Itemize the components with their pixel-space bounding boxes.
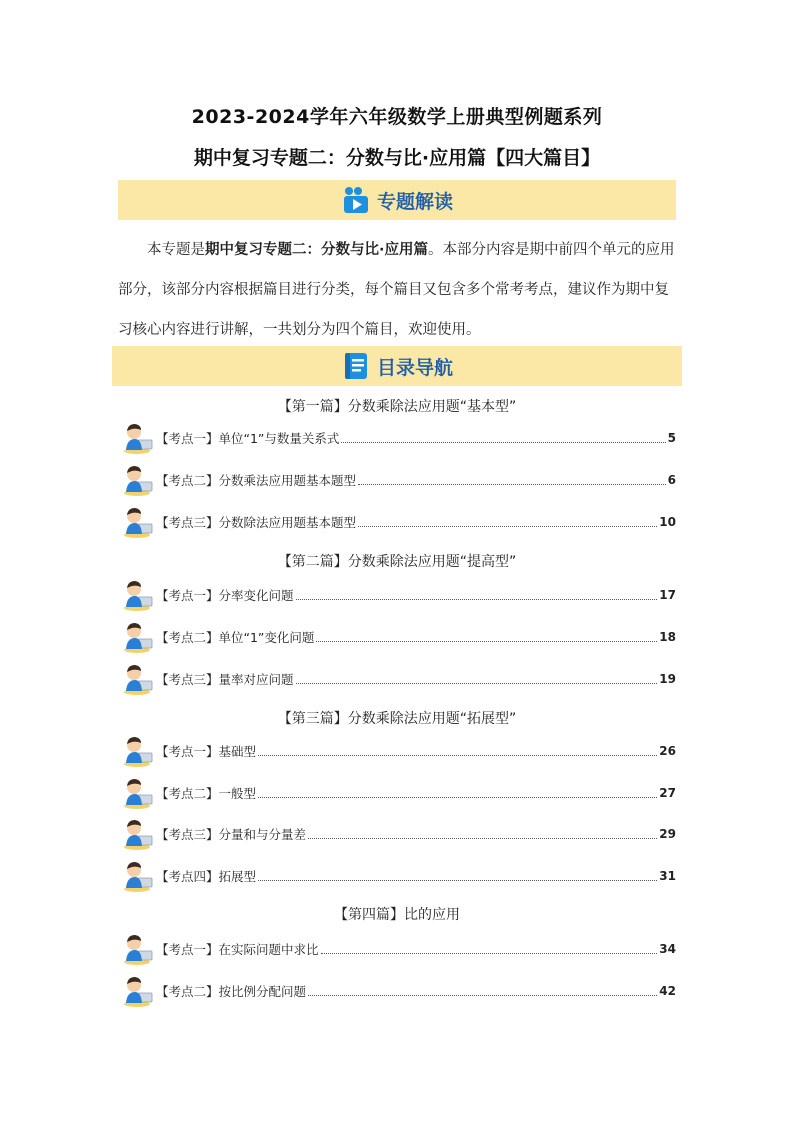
toc-item-label: 【考点四】拓展型: [156, 869, 257, 884]
student-avatar-icon: [120, 931, 154, 967]
toc-item[interactable]: [120, 973, 676, 1009]
toc-item-label: 【考点三】分量和与分量差: [156, 827, 307, 842]
student-avatar-icon: [120, 973, 154, 1009]
student-avatar-icon: [120, 816, 154, 852]
toc-leader-dots: [296, 598, 658, 600]
intro-text-bold: 期中复习专题二：分数与比·应用篇: [205, 242, 429, 258]
toc-item-page: 34: [659, 942, 676, 956]
toc-leader-dots: [258, 796, 657, 798]
toc-item-label: 【考点三】量率对应问题: [156, 672, 294, 687]
intro-paragraph: [118, 230, 676, 350]
student-avatar-icon: [120, 504, 154, 540]
student-avatar-icon: [120, 462, 154, 498]
document-title: 2023-2024学年六年级数学上册典型例题系列: [191, 106, 603, 128]
toc-item-label: 【考点二】单位“1”变化问题: [156, 630, 315, 645]
student-avatar-icon: [120, 858, 154, 894]
toc-item-page: 6: [667, 473, 676, 487]
toc-item[interactable]: [120, 420, 676, 456]
video-play-icon: [341, 185, 371, 215]
toc-leader-dots: [308, 994, 657, 996]
toc-item[interactable]: [120, 504, 676, 540]
toc-banner: [112, 346, 682, 386]
toc-item[interactable]: [120, 661, 676, 697]
toc-leader-dots: [358, 525, 657, 527]
toc-item-label: 【考点一】基础型: [156, 744, 257, 759]
toc-item-label: 【考点一】在实际问题中求比: [156, 942, 319, 957]
toc-item-label: 【考点一】分率变化问题: [156, 588, 294, 603]
toc-leader-dots: [321, 952, 658, 954]
document-subtitle: 期中复习专题二：分数与比·应用篇【四大篇目】: [193, 147, 601, 169]
toc-item[interactable]: [120, 931, 676, 967]
student-avatar-icon: [120, 577, 154, 613]
toc-item[interactable]: [120, 775, 676, 811]
toc-item-label: 【考点二】分数乘法应用题基本题型: [156, 473, 357, 488]
toc-item-page: 5: [667, 431, 676, 445]
toc-item-page: 27: [659, 786, 676, 800]
toc-item-page: 29: [659, 827, 676, 841]
student-avatar-icon: [120, 733, 154, 769]
toc-leader-dots: [358, 483, 666, 485]
toc-leader-dots: [316, 640, 657, 642]
toc-section-title: 【第二篇】分数乘除法应用题“提高型”: [277, 554, 517, 570]
student-avatar-icon: [120, 775, 154, 811]
toc-section-title: 【第三篇】分数乘除法应用题“拓展型”: [277, 711, 517, 727]
student-avatar-icon: [120, 619, 154, 655]
toc-item-page: 17: [659, 588, 676, 602]
book-icon: [341, 351, 371, 381]
student-avatar-icon: [120, 420, 154, 456]
toc-item[interactable]: [120, 619, 676, 655]
intro-banner-label: 专题解读: [376, 190, 453, 213]
toc-item[interactable]: [120, 816, 676, 852]
toc-item[interactable]: [120, 858, 676, 894]
student-avatar-icon: [120, 661, 154, 697]
toc-item-page: 18: [659, 630, 676, 644]
toc-banner-label: 目录导航: [376, 356, 453, 379]
toc-leader-dots: [258, 879, 657, 881]
toc-item-page: 19: [659, 672, 676, 686]
toc-leader-dots: [296, 682, 658, 684]
toc-leader-dots: [258, 754, 657, 756]
toc-item-page: 26: [659, 744, 676, 758]
toc-item-label: 【考点二】一般型: [156, 786, 257, 801]
toc-item-page: 42: [659, 984, 676, 998]
toc-section-title: 【第四篇】比的应用: [334, 907, 460, 923]
intro-banner: [118, 180, 676, 220]
intro-text-2: 。本部分内容是期中前四个单元的应用部分，该部分内容根据篇目进行分类，每个篇目又包含多个常考考点，建议作为期中复习核心内容进行讲解，一共划分为四个篇目，欢迎使用。: [118, 242, 675, 338]
toc-leader-dots: [341, 441, 665, 443]
toc-section-title: 【第一篇】分数乘除法应用题“基本型”: [277, 399, 517, 415]
toc-item[interactable]: [120, 733, 676, 769]
toc-item-label: 【考点一】单位“1”与数量关系式: [156, 431, 340, 446]
intro-text-1: 本专题是: [147, 242, 205, 258]
toc-item-page: 10: [659, 515, 676, 529]
toc-item-page: 31: [659, 869, 676, 883]
toc-item[interactable]: [120, 462, 676, 498]
toc-item[interactable]: [120, 577, 676, 613]
toc-item-label: 【考点二】按比例分配问题: [156, 984, 307, 999]
toc-leader-dots: [308, 837, 657, 839]
toc-item-label: 【考点三】分数除法应用题基本题型: [156, 515, 357, 530]
